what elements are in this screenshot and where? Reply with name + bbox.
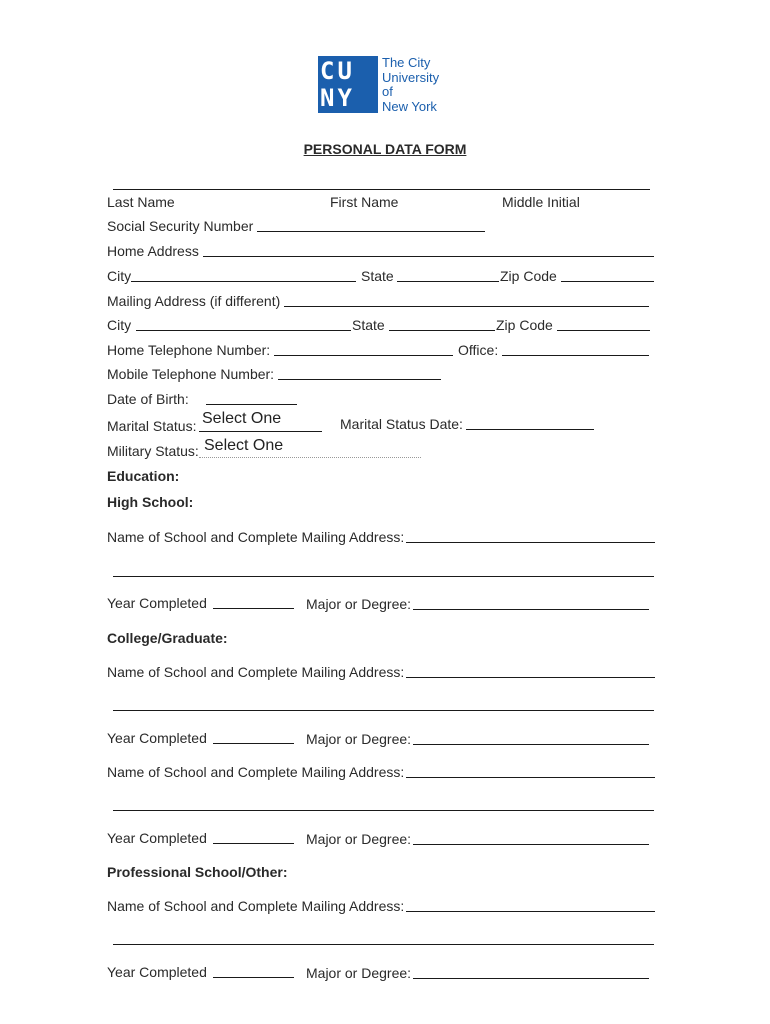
college-school-address-label: Name of School and Complete Mailing Address:	[107, 664, 405, 680]
hs-school-address-label: Name of School and Complete Mailing Address:	[107, 529, 405, 545]
college2-year-completed-label: Year Completed	[107, 830, 207, 846]
state2-label: State	[352, 317, 385, 333]
middle-initial-label: Middle Initial	[502, 194, 580, 210]
state-label: State	[361, 268, 394, 284]
college2-school-address-label: Name of School and Complete Mailing Address:	[107, 764, 405, 780]
first-name-label: First Name	[330, 194, 399, 210]
marital-status-date-label: Marital Status Date:	[340, 416, 463, 432]
home-phone-field[interactable]	[274, 355, 453, 356]
prof-year-completed-field[interactable]	[213, 977, 294, 978]
form-title: PERSONAL DATA FORM	[303, 141, 467, 157]
last-name-label: Last Name	[107, 194, 175, 210]
college2-school-address-field-2[interactable]	[113, 810, 654, 811]
college-major-field[interactable]	[413, 744, 649, 745]
mailing-address-field[interactable]	[284, 306, 649, 307]
logo-text-line3: of	[382, 84, 393, 99]
logo-text-line1: The City	[382, 55, 431, 70]
logo-text-line2: University	[382, 69, 440, 85]
zip2-field[interactable]	[557, 330, 650, 331]
office-phone-field[interactable]	[502, 355, 649, 356]
prof-major-field[interactable]	[413, 978, 649, 979]
hs-major-label: Major or Degree:	[306, 596, 412, 612]
college2-school-address-field[interactable]	[406, 777, 655, 778]
college2-year-completed-field[interactable]	[213, 843, 294, 844]
college-year-completed-field[interactable]	[213, 743, 294, 744]
marital-status-select[interactable]: Select One	[202, 410, 282, 427]
college-school-address-field-2[interactable]	[113, 710, 654, 711]
college-year-completed-label: Year Completed	[107, 730, 207, 746]
prof-school-address-label: Name of School and Complete Mailing Address:	[107, 898, 405, 914]
zip-label: Zip Code	[500, 268, 557, 284]
city2-label: City	[107, 317, 132, 333]
marital-status-label: Marital Status:	[107, 418, 197, 434]
logo-letters-top: CU	[320, 57, 355, 85]
college-major-label: Major or Degree:	[306, 731, 412, 747]
military-status-label: Military Status:	[107, 443, 199, 459]
prof-year-completed-label: Year Completed	[107, 964, 207, 980]
prof-major-label: Major or Degree:	[306, 965, 412, 981]
name-input-line[interactable]	[113, 189, 650, 190]
professional-heading: Professional School/Other:	[107, 864, 288, 880]
marital-status-date-field[interactable]	[466, 429, 594, 430]
college2-major-field[interactable]	[413, 844, 649, 845]
zip-field[interactable]	[561, 281, 654, 282]
hs-year-completed-label: Year Completed	[107, 595, 207, 611]
military-status-underline	[199, 457, 421, 458]
hs-school-address-field-2[interactable]	[113, 576, 654, 577]
state2-field[interactable]	[389, 330, 495, 331]
city-label: City	[107, 268, 132, 284]
home-address-label: Home Address	[107, 243, 199, 259]
home-address-field[interactable]	[203, 256, 654, 257]
city2-field[interactable]	[136, 330, 351, 331]
high-school-heading: High School:	[107, 494, 194, 510]
marital-status-underline	[199, 431, 322, 432]
dob-field[interactable]	[206, 404, 297, 405]
prof-school-address-field-2[interactable]	[113, 944, 654, 945]
city-field[interactable]	[131, 281, 356, 282]
home-phone-label: Home Telephone Number:	[107, 342, 271, 358]
dob-label: Date of Birth:	[107, 391, 189, 407]
mobile-phone-label: Mobile Telephone Number:	[107, 366, 275, 382]
mailing-address-label: Mailing Address (if different)	[107, 293, 281, 309]
college-school-address-field[interactable]	[406, 677, 655, 678]
college-heading: College/Graduate:	[107, 630, 228, 646]
logo-text-line4: New York	[382, 98, 437, 114]
hs-school-address-field[interactable]	[406, 542, 655, 543]
hs-year-completed-field[interactable]	[213, 608, 294, 609]
ssn-label: Social Security Number	[107, 218, 254, 234]
office-label: Office:	[458, 342, 499, 358]
mobile-phone-field[interactable]	[278, 379, 441, 380]
ssn-field[interactable]	[257, 231, 485, 232]
military-status-select[interactable]: Select One	[204, 437, 284, 454]
state-field[interactable]	[397, 281, 499, 282]
logo-letters-bottom: NY	[320, 84, 355, 112]
zip2-label: Zip Code	[496, 317, 553, 333]
hs-major-field[interactable]	[413, 609, 649, 610]
logo-text	[382, 56, 439, 114]
education-heading: Education:	[107, 468, 180, 484]
prof-school-address-field[interactable]	[406, 911, 655, 912]
college2-major-label: Major or Degree:	[306, 831, 412, 847]
